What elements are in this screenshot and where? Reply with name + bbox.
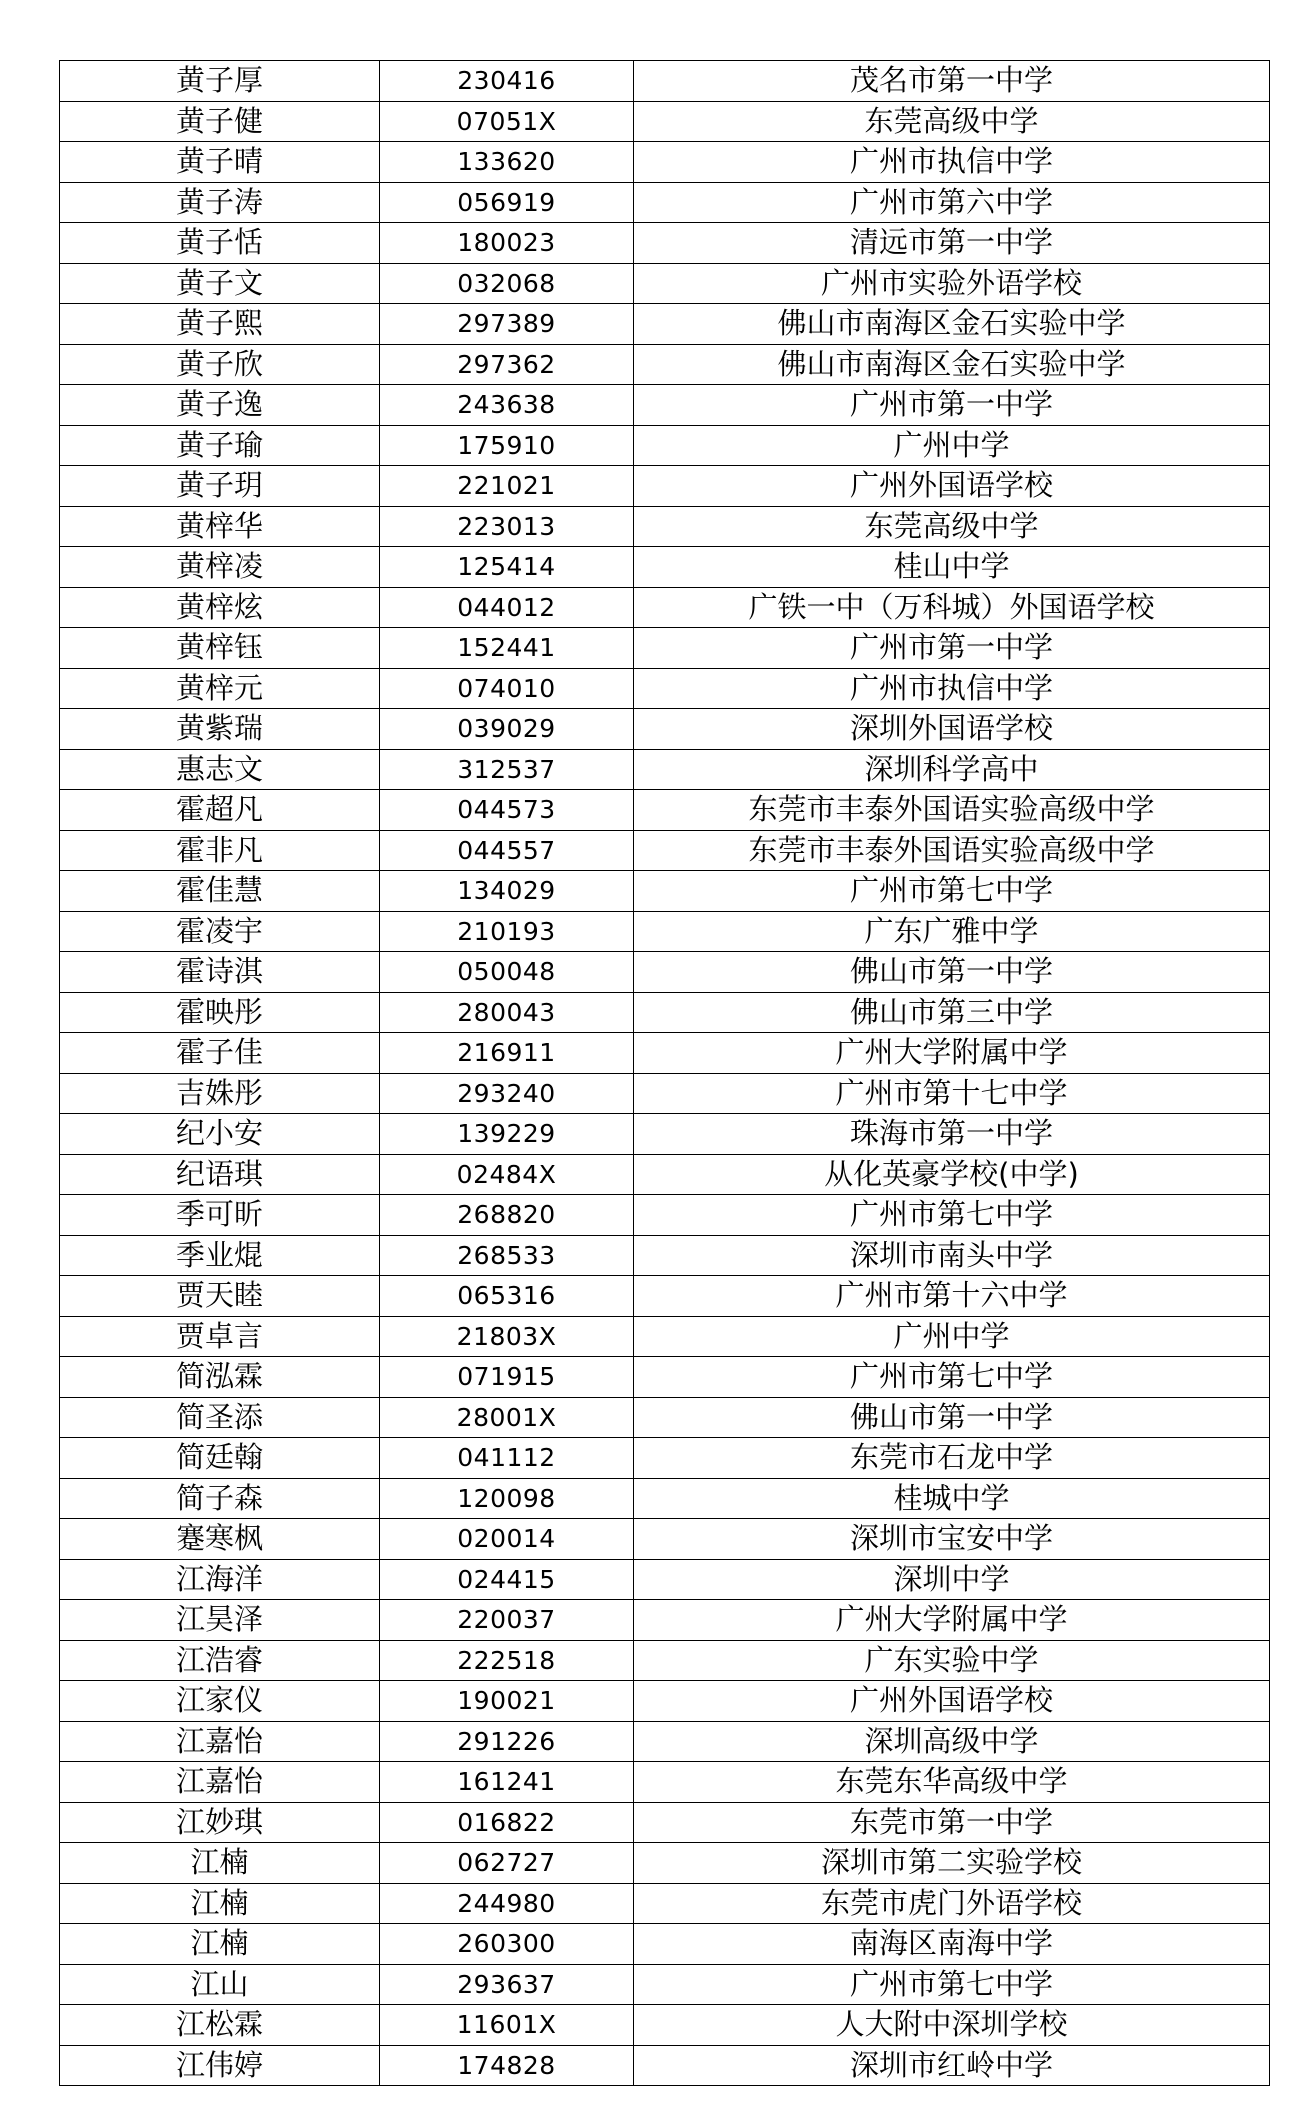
school-name-cell: 深圳高级中学	[634, 1721, 1270, 1762]
student-name-cell: 黄紫瑞	[60, 709, 380, 750]
table-row	[60, 1114, 1270, 1155]
student-id-cell: 260300	[380, 1924, 634, 1965]
table-row	[60, 992, 1270, 1033]
school-name-cell: 东莞市虎门外语学校	[634, 1883, 1270, 1924]
student-name-cell: 江浩睿	[60, 1640, 380, 1681]
student-name-cell: 纪小安	[60, 1114, 380, 1155]
school-name-cell: 深圳科学高中	[634, 749, 1270, 790]
school-name-cell: 广州市第十六中学	[634, 1276, 1270, 1317]
student-name-cell: 黄子欣	[60, 344, 380, 385]
student-name-cell: 江海洋	[60, 1559, 380, 1600]
student-id-cell: 291226	[380, 1721, 634, 1762]
school-name-cell: 广州外国语学校	[634, 1681, 1270, 1722]
table-row	[60, 1762, 1270, 1803]
school-name-cell: 广州市第十七中学	[634, 1073, 1270, 1114]
table-row	[60, 1559, 1270, 1600]
table-row	[60, 709, 1270, 750]
student-name-cell: 贾天睦	[60, 1276, 380, 1317]
school-name-cell: 广东实验中学	[634, 1640, 1270, 1681]
student-id-cell: 230416	[380, 61, 634, 102]
student-name-cell: 简泓霖	[60, 1357, 380, 1398]
school-name-cell: 东莞高级中学	[634, 506, 1270, 547]
student-id-cell: 244980	[380, 1883, 634, 1924]
table-row	[60, 668, 1270, 709]
student-id-cell: 28001X	[380, 1397, 634, 1438]
school-name-cell: 清远市第一中学	[634, 223, 1270, 264]
school-name-cell: 广州市第七中学	[634, 1357, 1270, 1398]
school-name-cell: 东莞市石龙中学	[634, 1438, 1270, 1479]
student-name-cell: 贾卓言	[60, 1316, 380, 1357]
school-name-cell: 佛山市第一中学	[634, 1397, 1270, 1438]
school-name-cell: 广州市执信中学	[634, 668, 1270, 709]
student-id-cell: 180023	[380, 223, 634, 264]
table-row	[60, 1721, 1270, 1762]
student-id-cell: 268533	[380, 1235, 634, 1276]
table-row	[60, 425, 1270, 466]
school-name-cell: 广州外国语学校	[634, 466, 1270, 507]
school-name-cell: 深圳中学	[634, 1559, 1270, 1600]
school-name-cell: 广州市第一中学	[634, 628, 1270, 669]
table-row	[60, 587, 1270, 628]
table-row	[60, 2005, 1270, 2046]
student-name-cell: 江楠	[60, 1924, 380, 1965]
school-name-cell: 茂名市第一中学	[634, 61, 1270, 102]
table-row	[60, 385, 1270, 426]
student-name-cell: 霍凌宇	[60, 911, 380, 952]
table-row	[60, 749, 1270, 790]
student-name-cell: 江妙琪	[60, 1802, 380, 1843]
student-id-cell: 243638	[380, 385, 634, 426]
table-row	[60, 101, 1270, 142]
table-row	[60, 263, 1270, 304]
student-id-cell: 016822	[380, 1802, 634, 1843]
student-name-cell: 黄梓炫	[60, 587, 380, 628]
student-id-cell: 020014	[380, 1519, 634, 1560]
student-id-cell: 221021	[380, 466, 634, 507]
student-name-cell: 黄子恬	[60, 223, 380, 264]
school-name-cell: 广州中学	[634, 1316, 1270, 1357]
table-row	[60, 1397, 1270, 1438]
student-id-cell: 044573	[380, 790, 634, 831]
student-id-cell: 210193	[380, 911, 634, 952]
table-row	[60, 911, 1270, 952]
table-row	[60, 1924, 1270, 1965]
school-name-cell: 深圳市第二实验学校	[634, 1843, 1270, 1884]
student-name-cell: 简圣添	[60, 1397, 380, 1438]
student-name-cell: 江伟婷	[60, 2045, 380, 2086]
table-row	[60, 61, 1270, 102]
student-name-cell: 江嘉怡	[60, 1762, 380, 1803]
student-id-cell: 024415	[380, 1559, 634, 1600]
student-id-cell: 134029	[380, 871, 634, 912]
school-name-cell: 广州中学	[634, 425, 1270, 466]
student-id-cell: 161241	[380, 1762, 634, 1803]
student-id-cell: 044557	[380, 830, 634, 871]
table-row	[60, 952, 1270, 993]
table-row	[60, 628, 1270, 669]
table-row	[60, 1883, 1270, 1924]
table-row	[60, 1033, 1270, 1074]
student-name-cell: 季业焜	[60, 1235, 380, 1276]
student-id-cell: 125414	[380, 547, 634, 588]
student-id-cell: 220037	[380, 1600, 634, 1641]
table-row	[60, 1843, 1270, 1884]
student-id-cell: 222518	[380, 1640, 634, 1681]
school-name-cell: 佛山市南海区金石实验中学	[634, 344, 1270, 385]
table-row	[60, 304, 1270, 345]
student-name-cell: 江嘉怡	[60, 1721, 380, 1762]
student-name-cell: 江山	[60, 1964, 380, 2005]
student-id-cell: 065316	[380, 1276, 634, 1317]
student-id-cell: 074010	[380, 668, 634, 709]
school-name-cell: 广东广雅中学	[634, 911, 1270, 952]
student-id-cell: 21803X	[380, 1316, 634, 1357]
student-name-cell: 黄梓凌	[60, 547, 380, 588]
table-row	[60, 223, 1270, 264]
student-name-cell: 霍超凡	[60, 790, 380, 831]
student-name-cell: 黄子瑜	[60, 425, 380, 466]
student-id-cell: 297362	[380, 344, 634, 385]
student-name-cell: 简廷翰	[60, 1438, 380, 1479]
student-id-cell: 190021	[380, 1681, 634, 1722]
school-name-cell: 广州市第一中学	[634, 385, 1270, 426]
student-id-cell: 175910	[380, 425, 634, 466]
student-name-cell: 霍子佳	[60, 1033, 380, 1074]
student-id-cell: 11601X	[380, 2005, 634, 2046]
school-name-cell: 广州市第七中学	[634, 871, 1270, 912]
student-id-cell: 062727	[380, 1843, 634, 1884]
table-row	[60, 1276, 1270, 1317]
student-name-cell: 江楠	[60, 1843, 380, 1884]
school-name-cell: 广州市执信中学	[634, 142, 1270, 183]
student-id-cell: 02484X	[380, 1154, 634, 1195]
student-name-cell: 黄子文	[60, 263, 380, 304]
student-name-cell: 江松霖	[60, 2005, 380, 2046]
student-name-cell: 黄子逸	[60, 385, 380, 426]
student-name-cell: 黄子健	[60, 101, 380, 142]
school-name-cell: 东莞市第一中学	[634, 1802, 1270, 1843]
student-name-cell: 霍映彤	[60, 992, 380, 1033]
student-name-cell: 霍佳慧	[60, 871, 380, 912]
student-name-cell: 江家仪	[60, 1681, 380, 1722]
student-id-cell: 071915	[380, 1357, 634, 1398]
student-name-cell: 江昊泽	[60, 1600, 380, 1641]
school-name-cell: 广州市实验外语学校	[634, 263, 1270, 304]
roster-table	[59, 60, 1270, 2086]
student-id-cell: 152441	[380, 628, 634, 669]
student-name-cell: 简子森	[60, 1478, 380, 1519]
student-name-cell: 纪语琪	[60, 1154, 380, 1195]
school-name-cell: 南海区南海中学	[634, 1924, 1270, 1965]
school-name-cell: 从化英豪学校(中学)	[634, 1154, 1270, 1195]
table-row	[60, 1519, 1270, 1560]
table-row	[60, 830, 1270, 871]
student-id-cell: 174828	[380, 2045, 634, 2086]
student-id-cell: 293637	[380, 1964, 634, 2005]
student-id-cell: 293240	[380, 1073, 634, 1114]
student-name-cell: 黄子玥	[60, 466, 380, 507]
school-name-cell: 佛山市南海区金石实验中学	[634, 304, 1270, 345]
student-name-cell: 黄子厚	[60, 61, 380, 102]
student-id-cell: 044012	[380, 587, 634, 628]
table-row	[60, 1073, 1270, 1114]
student-id-cell: 050048	[380, 952, 634, 993]
student-id-cell: 223013	[380, 506, 634, 547]
school-name-cell: 珠海市第一中学	[634, 1114, 1270, 1155]
student-id-cell: 07051X	[380, 101, 634, 142]
school-name-cell: 东莞市丰泰外国语实验高级中学	[634, 830, 1270, 871]
school-name-cell: 深圳市红岭中学	[634, 2045, 1270, 2086]
table-row	[60, 506, 1270, 547]
student-id-cell: 280043	[380, 992, 634, 1033]
student-id-cell: 056919	[380, 182, 634, 223]
table-row	[60, 344, 1270, 385]
student-name-cell: 霍非凡	[60, 830, 380, 871]
table-row	[60, 2045, 1270, 2086]
school-name-cell: 东莞高级中学	[634, 101, 1270, 142]
student-id-cell: 041112	[380, 1438, 634, 1479]
table-row	[60, 1802, 1270, 1843]
school-name-cell: 桂山中学	[634, 547, 1270, 588]
school-name-cell: 广铁一中（万科城）外国语学校	[634, 587, 1270, 628]
school-name-cell: 广州大学附属中学	[634, 1600, 1270, 1641]
student-id-cell: 216911	[380, 1033, 634, 1074]
school-name-cell: 广州市第七中学	[634, 1964, 1270, 2005]
table-row	[60, 790, 1270, 831]
student-id-cell: 120098	[380, 1478, 634, 1519]
student-id-cell: 039029	[380, 709, 634, 750]
table-row	[60, 1316, 1270, 1357]
student-name-cell: 黄子熙	[60, 304, 380, 345]
student-id-cell: 312537	[380, 749, 634, 790]
student-name-cell: 黄子涛	[60, 182, 380, 223]
school-name-cell: 深圳外国语学校	[634, 709, 1270, 750]
roster-body	[60, 61, 1270, 2086]
table-row	[60, 1478, 1270, 1519]
table-row	[60, 1640, 1270, 1681]
table-row	[60, 547, 1270, 588]
school-name-cell: 东莞东华高级中学	[634, 1762, 1270, 1803]
table-row	[60, 1357, 1270, 1398]
table-row	[60, 466, 1270, 507]
table-row	[60, 142, 1270, 183]
school-name-cell: 桂城中学	[634, 1478, 1270, 1519]
student-name-cell: 惠志文	[60, 749, 380, 790]
student-name-cell: 黄梓钰	[60, 628, 380, 669]
table-row	[60, 871, 1270, 912]
student-name-cell: 霍诗淇	[60, 952, 380, 993]
student-name-cell: 吉姝彤	[60, 1073, 380, 1114]
student-name-cell: 蹇寒枫	[60, 1519, 380, 1560]
table-row	[60, 1438, 1270, 1479]
school-name-cell: 广州大学附属中学	[634, 1033, 1270, 1074]
school-name-cell: 人大附中深圳学校	[634, 2005, 1270, 2046]
student-id-cell: 297389	[380, 304, 634, 345]
student-name-cell: 黄梓元	[60, 668, 380, 709]
student-id-cell: 032068	[380, 263, 634, 304]
school-name-cell: 佛山市第三中学	[634, 992, 1270, 1033]
school-name-cell: 佛山市第一中学	[634, 952, 1270, 993]
student-id-cell: 139229	[380, 1114, 634, 1155]
school-name-cell: 东莞市丰泰外国语实验高级中学	[634, 790, 1270, 831]
school-name-cell: 深圳市南头中学	[634, 1235, 1270, 1276]
table-row	[60, 182, 1270, 223]
student-id-cell: 133620	[380, 142, 634, 183]
table-row	[60, 1681, 1270, 1722]
school-name-cell: 广州市第七中学	[634, 1195, 1270, 1236]
table-row	[60, 1195, 1270, 1236]
table-row	[60, 1154, 1270, 1195]
school-name-cell: 深圳市宝安中学	[634, 1519, 1270, 1560]
table-row	[60, 1600, 1270, 1641]
student-name-cell: 季可昕	[60, 1195, 380, 1236]
student-name-cell: 黄子晴	[60, 142, 380, 183]
student-name-cell: 江楠	[60, 1883, 380, 1924]
table-row	[60, 1235, 1270, 1276]
student-id-cell: 268820	[380, 1195, 634, 1236]
student-name-cell: 黄梓华	[60, 506, 380, 547]
school-name-cell: 广州市第六中学	[634, 182, 1270, 223]
table-row	[60, 1964, 1270, 2005]
